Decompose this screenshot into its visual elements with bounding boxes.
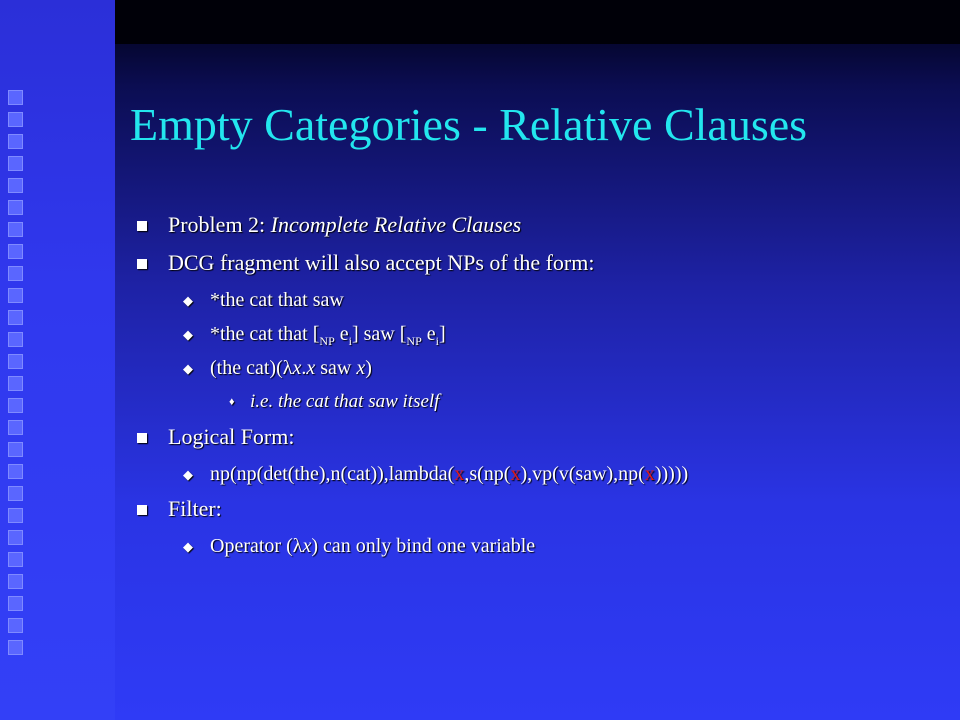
- diamond-bullet-icon: ◆: [183, 327, 193, 342]
- square-bullet-icon: [137, 505, 147, 515]
- diamond-bullet-icon: ◆: [183, 539, 193, 554]
- decorative-square: [8, 310, 23, 325]
- highlighted-variable: x: [454, 463, 465, 485]
- decorative-square: [8, 442, 23, 457]
- square-bullet-icon: [137, 259, 147, 269]
- decorative-square: [8, 244, 23, 259]
- sub-sub-bullet-saw-itself: [135, 388, 935, 422]
- decorative-square: [8, 266, 23, 281]
- sub-bullet-operator: [135, 532, 935, 566]
- bullet-text: Filter:: [168, 496, 222, 521]
- text-part: ),vp(v(saw),np(: [520, 463, 645, 485]
- sub-bullet-text: *the cat that saw: [210, 289, 344, 311]
- decorative-square: [8, 354, 23, 369]
- sub-bullet-the-cat-that-saw: [135, 286, 935, 320]
- decorative-square: [8, 156, 23, 171]
- decorative-square: [8, 420, 23, 435]
- left-decoration-strip: [0, 0, 115, 720]
- decorative-squares: [8, 90, 28, 662]
- variable: x: [306, 357, 316, 379]
- text-part: e: [421, 323, 436, 345]
- decorative-square: [8, 596, 23, 611]
- np-subscript: NP: [319, 334, 335, 348]
- text-part: ] saw [: [351, 323, 407, 345]
- index-subscript: i: [435, 334, 439, 348]
- decorative-square: [8, 640, 23, 655]
- slide-title: Empty Categories - Relative Clauses: [130, 99, 808, 150]
- decorative-square: [8, 574, 23, 589]
- small-diamond-bullet-icon: ♦: [229, 396, 235, 408]
- diamond-bullet-icon: ◆: [183, 293, 193, 308]
- sub-bullet-lambda-expression: [135, 354, 935, 388]
- decorative-square: [8, 376, 23, 391]
- text-part: ) can only bind one variable: [311, 535, 536, 557]
- decorative-square: [8, 134, 23, 149]
- bullet-text: Logical Form:: [168, 424, 295, 449]
- index-subscript: i: [348, 334, 352, 348]
- decorative-square: [8, 486, 23, 501]
- lambda-symbol: λ: [292, 535, 303, 557]
- bullet-text-prefix: Problem 2:: [168, 212, 271, 237]
- decorative-square: [8, 398, 23, 413]
- text-part: np(np(det(the),n(cat)),lambda(: [210, 463, 455, 485]
- decorative-square: [8, 200, 23, 215]
- top-bar: [115, 0, 960, 44]
- bullet-text: DCG fragment will also accept NPs of the form:: [168, 250, 595, 275]
- decorative-square: [8, 112, 23, 127]
- bullet-filter: [135, 494, 935, 532]
- sub-sub-bullet-text: i.e. the cat that saw itself: [250, 391, 440, 412]
- text-part: saw: [315, 357, 357, 379]
- text-part: ))))): [654, 463, 689, 485]
- variable: x: [302, 535, 312, 557]
- decorative-square: [8, 618, 23, 633]
- square-bullet-icon: [137, 221, 147, 231]
- sub-bullet-logical-form-term: [135, 460, 935, 494]
- variable: x: [292, 357, 302, 379]
- text-part: (the cat)(: [210, 357, 283, 379]
- np-subscript: NP: [406, 334, 422, 348]
- bullet-text-emphasis: Incomplete Relative Clauses: [270, 212, 522, 237]
- text-part: ): [365, 357, 372, 379]
- diamond-bullet-icon: ◆: [183, 361, 193, 376]
- decorative-square: [8, 288, 23, 303]
- decorative-square: [8, 552, 23, 567]
- lambda-symbol: λ: [282, 357, 293, 379]
- text-part: ]: [439, 323, 446, 345]
- text-part: .: [301, 357, 307, 379]
- decorative-square: [8, 464, 23, 479]
- decorative-square: [8, 90, 23, 105]
- text-part: *the cat that [: [210, 323, 320, 345]
- diamond-bullet-icon: ◆: [183, 467, 193, 482]
- decorative-square: [8, 530, 23, 545]
- slide-content: [135, 210, 935, 566]
- highlighted-variable: x: [510, 463, 521, 485]
- decorative-square: [8, 508, 23, 523]
- decorative-square: [8, 178, 23, 193]
- bullet-dcg-fragment: [135, 248, 935, 286]
- highlighted-variable: x: [644, 463, 655, 485]
- text-part: Operator (: [210, 535, 293, 557]
- variable: x: [356, 357, 366, 379]
- square-bullet-icon: [137, 433, 147, 443]
- decorative-square: [8, 222, 23, 237]
- text-part: e: [334, 323, 349, 345]
- bullet-logical-form: [135, 422, 935, 460]
- sub-bullet-empty-np: [135, 320, 935, 354]
- bullet-problem-2: [135, 210, 935, 248]
- text-part: ,s(np(: [464, 463, 511, 485]
- decorative-square: [8, 332, 23, 347]
